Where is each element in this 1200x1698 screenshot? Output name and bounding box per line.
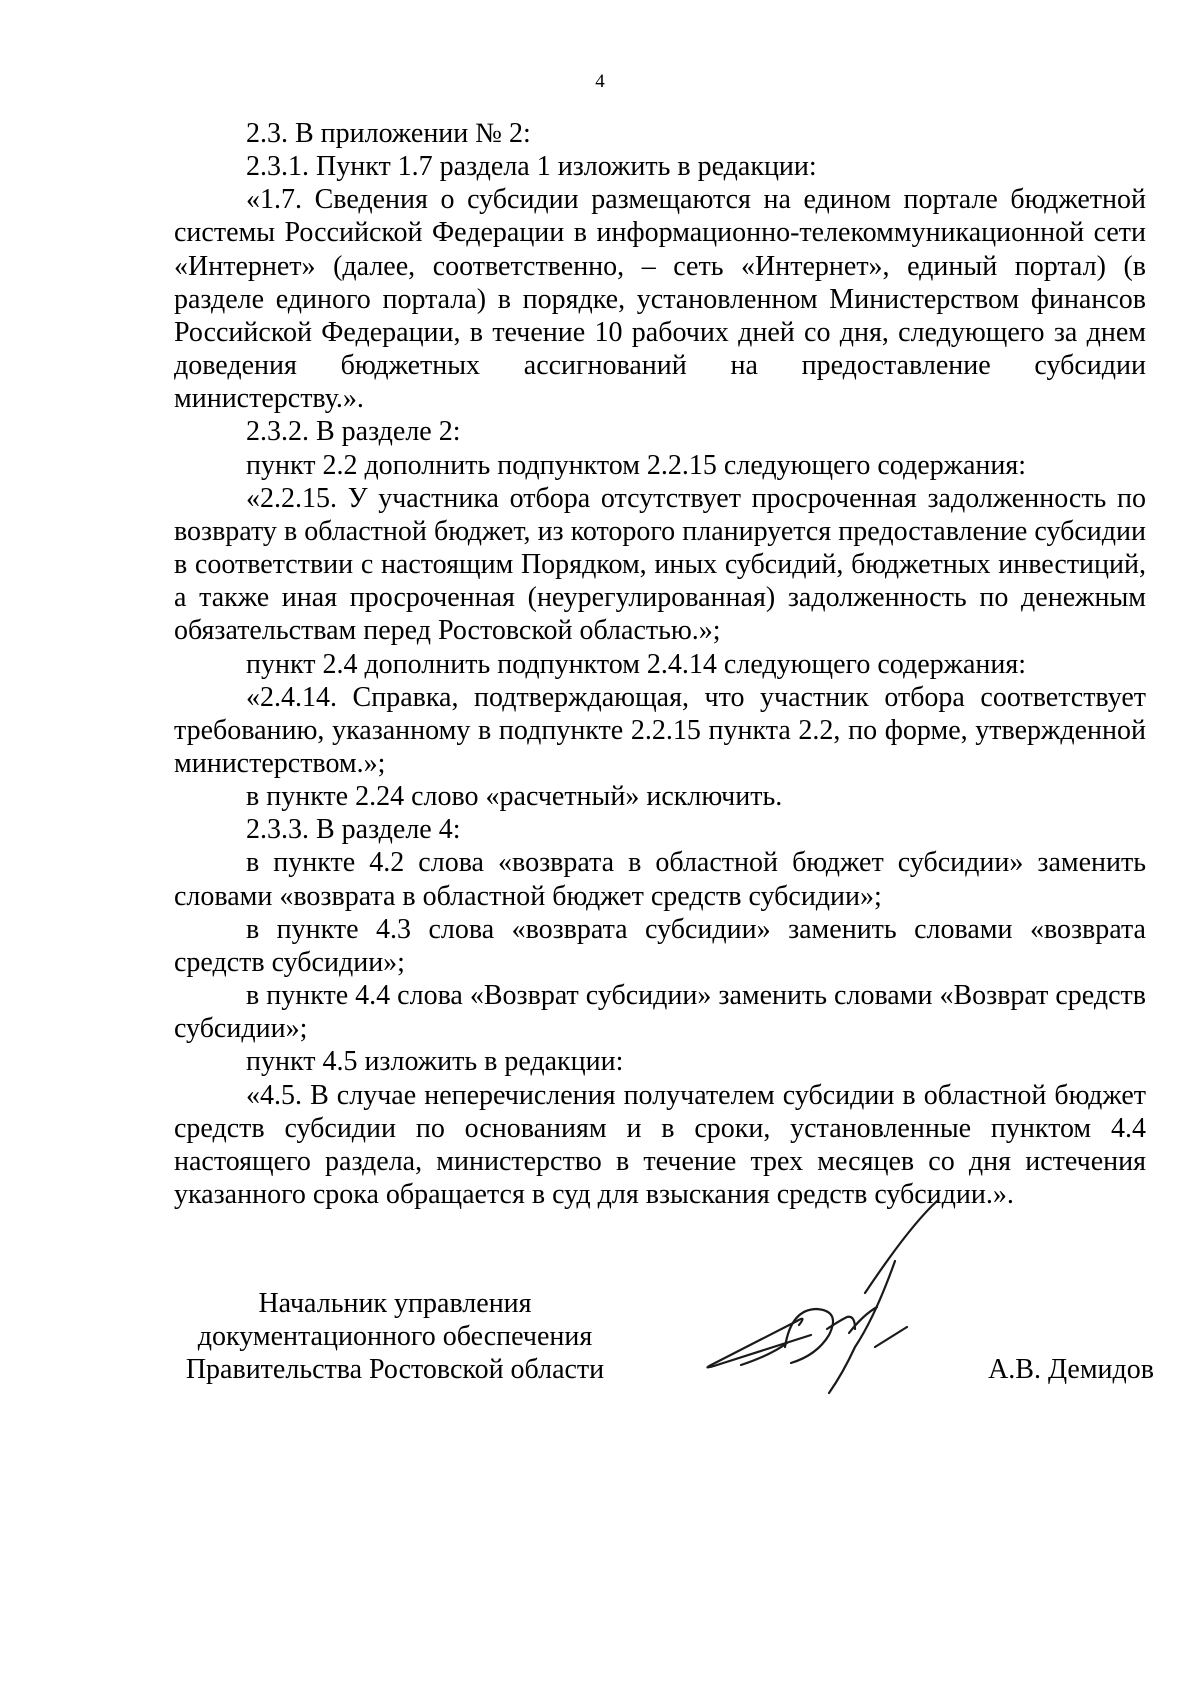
paragraph-item-2-4: пункт 2.4 дополнить подпунктом 2.4.14 следующего содержания: [246,648,1027,680]
paragraph-2-3-1: 2.3.1. Пункт 1.7 раздела 1 изложить в редакции: [246,151,817,183]
paragraph-item-2-24: в пункте 2.24 слово «расчетный» исключить. [246,781,783,813]
paragraph-item-4-2: в пункте 4.2 слова «возврата в областной бюджет субсидии» заменить словами «возврата в областной бюджет средств субсидии»; [174,847,1146,912]
paragraph-2-3-3: 2.3.3. В разделе 4: [246,814,461,846]
signatory-title-line: Правительства Ростовской области [185,1354,605,1385]
paragraph-item-4-5: пункт 4.5 изложить в редакции: [246,1046,624,1078]
paragraph-2-3-2: 2.3.2. В разделе 2: [246,416,461,448]
paragraph-2-4-14-quote: «2.4.14. Справка, подтверждающая, что участник отбора соответствует требованию, указанному в подпункте 2.2.15 пункта 2.2, по форме, утвержденной министерством.»; [174,681,1146,779]
paragraph-1-7-quote: «1.7. Сведения о субсидии размещаются на едином портале бюджетной системы Российской Федерации в информационно-телекоммуникационной сети «Интернет» (далее, соответственно, – сеть «Интернет», единый портал) (в разделе единого портала) в порядке, установленном Министерством финансов Российской Федерации, в течение 10 рабочих дней со дня, следующего за днем доведения бюджетных ассигнований на предоставление субсидии министерству.». [174,184,1146,415]
page-number: 4 [595,71,605,92]
paragraph-2-3: 2.3. В приложении № 2: [246,118,531,149]
document-body [174,117,1146,1211]
signatory-title-line: Начальник управления [258,1288,532,1319]
signatory-name: А.В. Демидов [988,1354,1154,1385]
paragraph-2-2-15-quote: «2.2.15. У участника отбора отсутствует просроченная задолженность по возврату в областной бюджет, из которого планируется предоставление субсидии в соответствии с настоящим Порядком, иных субсидий, бюджетных инвестиций, а также иная просроченная (неурегулированная) задолженность по денежным обязательствам перед Ростовской областью.»; [174,482,1146,647]
paragraph-item-4-3: в пункте 4.3 слова «возврата субсидии» заменить словами «возврата средств субсидии»; [174,913,1146,978]
handwritten-signature-icon [679,1197,939,1397]
signatory-title-line: документационного обеспечения [197,1321,593,1352]
signatory-title [174,1287,616,1386]
paragraph-4-5-quote: «4.5. В случае неперечисления получателем субсидии в областной бюджет средств субсидии по основаниям и в сроки, установленные пунктом 4.4 настоящего раздела, министерство в течение трех месяцев со дня истечения указанного срока обращается в суд для взыскания средств субсидии.». [174,1079,1146,1210]
signature-block [174,1287,1154,1427]
paragraph-item-2-2: пункт 2.2 дополнить подпунктом 2.2.15 следующего содержания: [246,449,1027,481]
paragraph-item-4-4: в пункте 4.4 слова «Возврат субсидии» заменить словами «Возврат средств субсидии»; [174,980,1146,1045]
